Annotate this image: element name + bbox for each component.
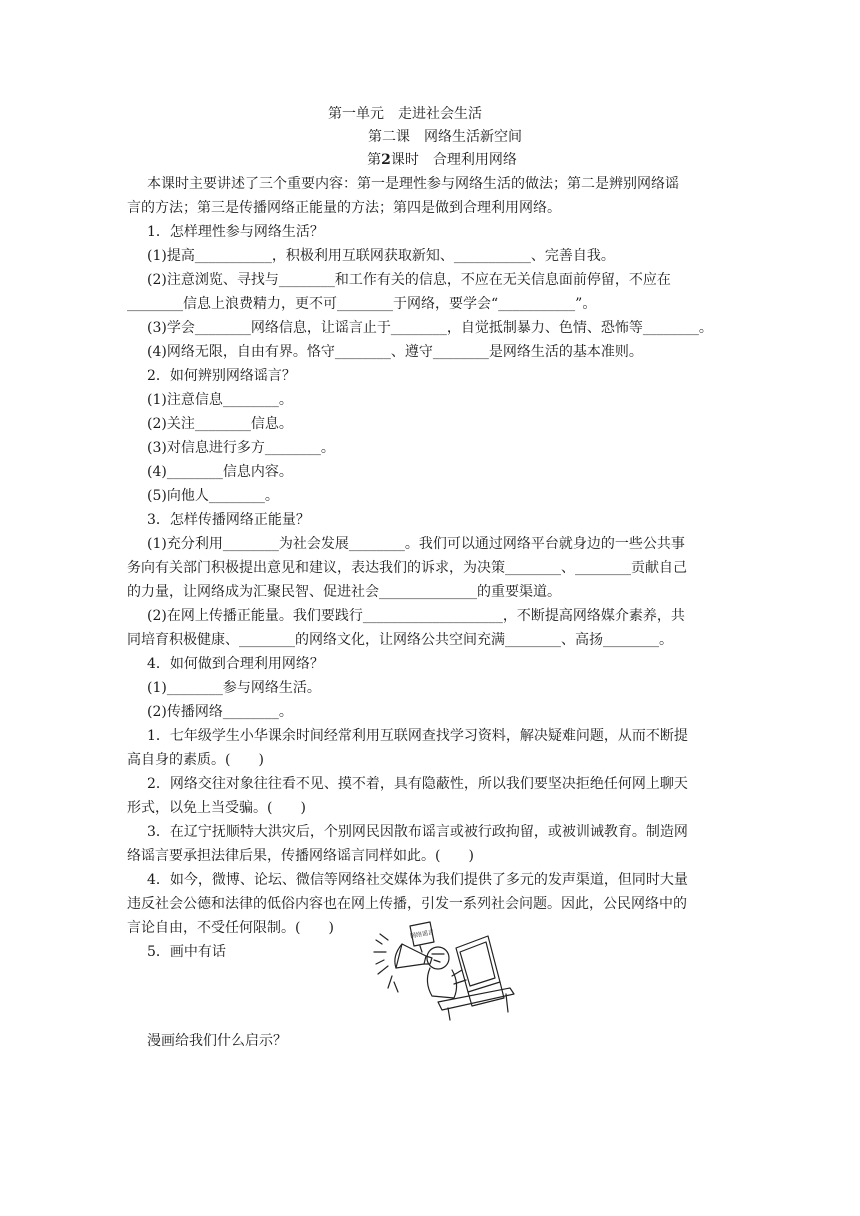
fill-blank-line: (1)充分利用________为社会发展________。我们可以通过网络平台就身边的一些公共事 [147, 536, 685, 552]
exercise-item: 2．网络交往对象往往看不见、摸不着，具有隐蔽性，所以我们要坚决拒绝任何网上聊天 [147, 776, 688, 792]
fill-blank-line: (1)注意信息________。 [147, 392, 293, 408]
fill-blank-line: (2)传播网络________。 [147, 704, 293, 720]
cartoon-illustration [368, 918, 520, 1022]
fill-blank-line: (2)关注________信息。 [147, 416, 293, 432]
lesson-title: 第二课 网络生活新空间 [368, 129, 522, 145]
fill-blank-line: (4)网络无限，自由有界。恪守________、遵守________是网络生活的基本准则。 [147, 344, 643, 360]
fill-blank-line: (2)注意浏览、寻找与________和工作有关的信息，不应在无关信息面前停留，不应在 [147, 272, 671, 288]
title-block [0, 103, 860, 172]
fill-blank-line: (2)在网上传播正能量。我们要践行____________________，不断提高网络媒介素养，共 [147, 608, 685, 624]
exercise-item: 形式，以免上当受骗。( ) [127, 800, 306, 816]
fill-blank-line: ________信息上浪费精力，更不可________于网络，要学会“___________”。 [127, 296, 597, 312]
section-heading: 2．如何辨别网络谣言？ [147, 368, 296, 384]
exercise-item: 高自身的素质。( ) [127, 752, 264, 768]
unit-title: 第一单元 走进社会生活 [328, 106, 482, 122]
exercise-item: 违反社会公德和法律的低俗内容也在网上传播，引发一系列社会问题。因此，公民网络中的 [127, 896, 687, 912]
intro-line: 言的方法；第三是传播网络正能量的方法；第四是做到合理利用网络。 [127, 200, 561, 216]
exercise-item: 络谣言要承担法律后果，传播网络谣言同样如此。( ) [127, 848, 474, 864]
megaphone-sign-text: 网络谣言 [409, 928, 435, 941]
section-heading: 1．怎样理性参与网络生活？ [147, 224, 324, 240]
exercise-item: 1．七年级学生小华课余时间经常利用互联网查找学习资料，解决疑难问题，从而不断提 [147, 728, 688, 744]
period-title: 第2课时 合理利用网络 [367, 152, 517, 168]
fill-blank-line: 的力量，让网络成为汇聚民智、促进社会______________的重要渠道。 [127, 584, 561, 600]
section-heading: 4．如何做到合理利用网络？ [147, 656, 324, 672]
fill-blank-line: (1)________参与网络生活。 [147, 680, 321, 696]
fill-blank-line: (4)________信息内容。 [147, 464, 293, 480]
fill-blank-line: 同培育积极健康、________的网络文化，让网络公共空间充满________、高扬________。 [127, 632, 673, 648]
fill-blank-line: (5)向他人________。 [147, 488, 279, 504]
exercise-item: 4．如今，微博、论坛、微信等网络社交媒体为我们提供了多元的发声渠道，但同时大量 [147, 872, 688, 888]
exercise-item: 3．在辽宁抚顺特大洪灾后，个别网民因散布谣言或被行政拘留，或被训诫教育。制造网 [147, 824, 688, 840]
section-heading: 3．怎样传播网络正能量？ [147, 512, 310, 528]
worksheet-body [127, 172, 737, 964]
closing-question: 漫画给我们什么启示？ [147, 1033, 287, 1049]
intro-line: 本课时主要讲述了三个重要内容：第一是理性参与网络生活的做法；第二是辨别网络谣 [147, 176, 679, 192]
fill-blank-line: 务向有关部门积极提出意见和建议，表达我们的诉求，为决策________、________贡献自己 [127, 560, 687, 576]
fill-blank-line: (3)学会________网络信息，让谣言止于________，自觉抵制暴力、色情、恐怖等________。 [147, 320, 713, 336]
exercise-item: 言论自由，不受任何限制。( ) [127, 920, 334, 936]
exercise-item: 5．画中有话 [147, 944, 226, 960]
fill-blank-line: (3)对信息进行多方________。 [147, 440, 335, 456]
fill-blank-line: (1)提高___________，积极利用互联网获取新知、___________、完善自我。 [147, 248, 615, 264]
